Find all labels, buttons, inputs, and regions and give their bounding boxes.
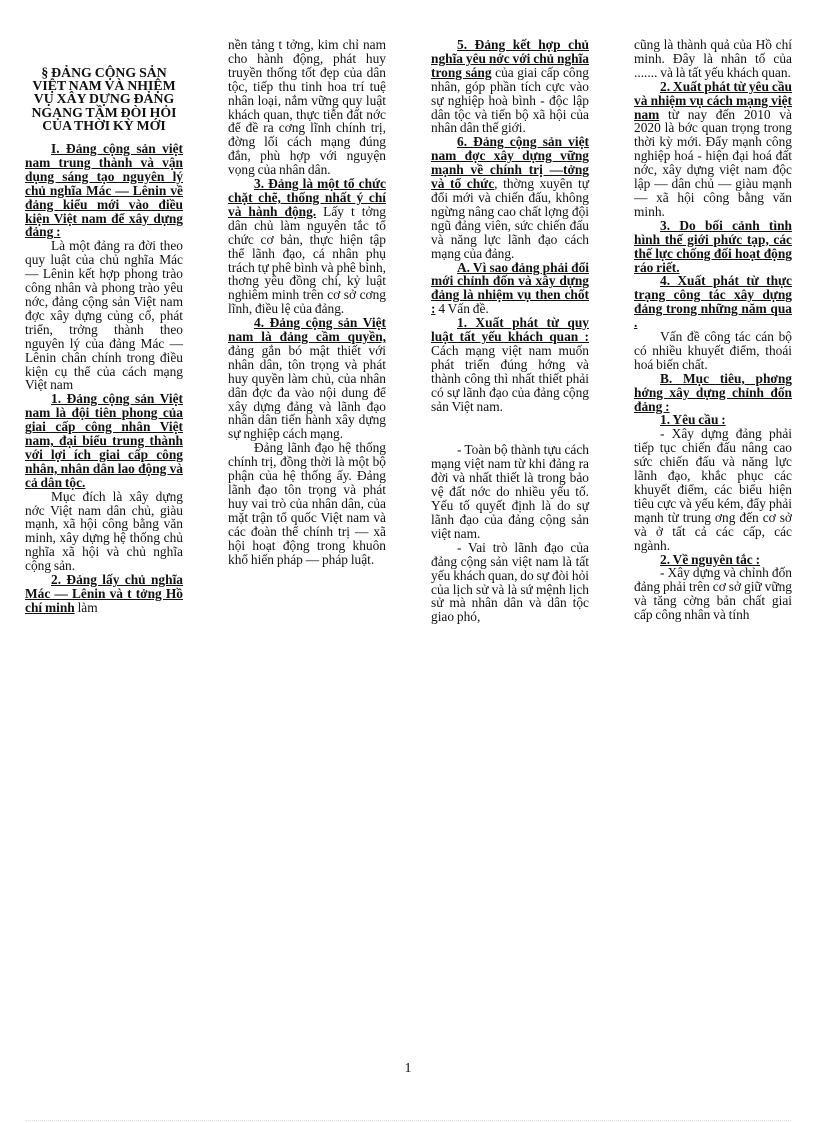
- inline-heading: 2. Đảng lấy chủ nghĩa Mác — Lênin và t tởng Hồ chí minh: [25, 572, 183, 615]
- paragraph: - Xây dựng và chỉnh đốn đảng phải trên cơ sở giữ vững và tăng cờng bản chất giai cấp công nhân và tính: [634, 565, 792, 623]
- inline-heading: 4. Đảng cộng sản Việt nam là đảng cầm quyền,: [228, 315, 386, 345]
- paragraph-with-heading: [431, 316, 589, 413]
- paragraph: - Toàn bộ thành tựu cách mạng việt nam từ khi đảng ra đời và nhất thiết là trong bảo vệ đất nớc do nhiều yếu tố. Yếu tố quyết định là do sự lãnh đạo của đảng cộng sản việt nam.: [431, 442, 589, 541]
- inline-heading: 6. Đảng cộng sản việt nam đợc xây dựng vững mạnh về chính trị —tởng và tổ chức: [431, 134, 589, 192]
- inline-heading: 2. Xuất phát từ yêu cầu và nhiệm vụ cách mạng việt nam: [634, 78, 792, 122]
- inline-heading: A. Vì sao đảng phải đổi mới chỉnh đốn và xây dựng đảng là nhiệm vụ then chốt :: [431, 259, 589, 317]
- paragraph-with-heading: [431, 135, 589, 260]
- section-heading: 1. Yêu cầu :: [660, 412, 726, 428]
- section-heading: 3. Do bối cảnh tình hình thế giới phức tạp, các thế lực chống đối hoạt động ráo riết.: [634, 217, 792, 275]
- paragraph: Vấn đề công tác cán bộ có nhiều khuyết điểm, thoái hoá biến chất.: [634, 329, 792, 372]
- paragraph-text: của giai cấp công nhân, góp phần tích cực vào sự nghiệp hoà bình - độc lập dân tộc và tiến bộ xã hội của nhân dân thế giới.: [431, 64, 589, 136]
- column-3: [431, 38, 589, 624]
- paragraph: - Vai trò lãnh đạo của đảng cộng sản việt nam là tất yếu khách quan, do sự đòi hỏi của lịch sử và là sứ mệnh lịch sử mà nhân dân và dân tộc giao phó,: [431, 539, 589, 625]
- paragraph: Đảng lãnh đạo hệ thống chính trị, đồng thời là một bộ phận của hệ thống ấy. Đảng lãnh đạo tôn trọng và phát huy vai trò của nhân dân, của mặt trận tổ quốc Việt nam và các đoàn thể chính trị — xã hội hoạt động trong khuôn khổ hiến pháp — pháp luật.: [228, 440, 386, 567]
- section-heading: I. Đảng cộng sản việt nam trung thành và vận dụng sáng tạo nguyên lý chủ nghĩa Mác — Lênin về đảng kiểu mới vào điều kiện Việt nam để xây dựng đảng :: [25, 141, 183, 240]
- paragraph: Mục đích là xây dựng nớc Việt nam dân chủ, giàu mạnh, xã hội công bằng văn minh, xây dựng hệ thống chủ nghĩa xã hội và chủ nghĩa cộng sản.: [25, 488, 183, 574]
- paragraph: - Xây dựng đảng phải tiếp tục chiến đấu nâng cao sức chiến đấu và năng lực lãnh đạo, khắc phục các khuyết điểm, các biểu hiện tiêu cực và yếu kém, đẩy phải mạnh từ trung ơng đến cơ sở và ở tất cả các cấp, các ngành.: [634, 426, 792, 553]
- paragraph-text: đảng gắn bó mật thiết với nhân dân, tôn trọng và phát huy quyền làm chủ, của nhân dân đợc đa vào nội dung để xây dựng đảng và lãnh đạo nhân dân tiến hành xây dựng sự nghiệp cách mạng.: [228, 342, 386, 442]
- paragraph-with-heading: [431, 261, 589, 317]
- column-1: [25, 38, 183, 615]
- paragraph-continued: nền tảng t tởng, kim chỉ nam cho hành động, phát huy truyền thống tốt đẹp của dân tộc, tiếp thu tinh hoa trí tuệ nhân loại, nắm vững quy luật khách quan, thực tiễn đất nớc để đề ra cơng lĩnh chính trị, đờng lối cách mạng đúng đắn, phù hợp với nguyện vọng của nhân dân.: [228, 37, 386, 178]
- paragraph-text: Lấy t tởng dân chủ làm nguyên tắc tổ chức cơ bản, thực hiện tập thể lãnh đạo, cá nhân phụ trách tự phê bình và phê bình, thơng yêu đồng chí, kỷ luật nghiêm minh trên cơ sở cơng lĩnh, điều lệ của đảng.: [228, 203, 386, 317]
- footer-divider: [25, 1120, 791, 1121]
- paragraph-text: làm: [74, 599, 98, 615]
- paragraph-with-heading: [228, 177, 386, 316]
- paragraph-text: 4 Vấn đề.: [435, 301, 489, 317]
- paragraph: Là một đảng ra đời theo quy luật của chủ nghĩa Mác — Lênin kết hợp phong trào công nhân và phong trào yêu nớc, đảng cộng sản Việt nam đợc xây dựng củng cố, phát triển, trởng thành theo nguyên lý của đảng Mác — Lênin chân chính trong điều kiện cụ thể của cách mạng Việt nam: [25, 238, 183, 393]
- column-2: [228, 38, 386, 566]
- paragraph-text: Cách mạng việt nam muốn phát triển đúng hớng và thành công thì nhất thiết phải có sự lãnh đạo của đảng cộng sản Việt nam.: [431, 342, 589, 414]
- paragraph-with-heading: [634, 80, 792, 219]
- paragraph-with-heading: [25, 573, 183, 615]
- section-heading: B. Mục tiêu, phơng hớng xây dựng chỉnh đốn đảng :: [634, 370, 792, 414]
- paragraph-spacer: [431, 413, 589, 443]
- paragraph-with-heading: [431, 38, 589, 135]
- paragraph-with-heading: [228, 316, 386, 441]
- paragraph-continued: cũng là thành quả của Hồ chí minh. Đây là nhân tố của ....... và là tất yếu khách quan.: [634, 37, 792, 80]
- inline-heading: 3. Đảng là một tổ chức chặt chẽ, thống nhất ý chí và hành động.: [228, 176, 386, 219]
- page-number: 1: [404, 1061, 412, 1076]
- section-heading: 4. Xuất phát từ thực trạng công tác xây dựng đảng trong những năm qua .: [634, 273, 792, 331]
- paragraph-text: từ nay đến 2010 và 2020 là bớc quan trọng trong thời kỳ mới. Đẩy mạnh công nghiệp hoá - hiện đại hoá đất nớc, xây dựng việt nam độc lập — dân chủ — giàu mạnh — xã hội công bằng văn minh.: [634, 106, 792, 219]
- document-title: § ĐẢNG CỘNG SẢN VIỆT NAM VÀ NHIỆM VỤ XÂY DỰNG ĐẢNG NGANG TẦM ĐÒI HỎI CỦA THỜI KỲ MỚI: [31, 65, 177, 133]
- column-4: [634, 38, 792, 622]
- section-heading: 1. Đảng cộng sản Việt nam là đội tiên phong của giai cấp công nhân Việt nam, đại biểu trung thành với lợi ích giai cấp công nhân, nhân dân lao động và cả dân tộc.: [25, 391, 183, 490]
- inline-heading: 5. Đảng kết hợp chủ nghĩa yêu nớc với chủ nghĩa trong sáng: [431, 37, 589, 80]
- inline-heading: 1. Xuất phát từ quy luật tất yếu khách quan :: [431, 315, 589, 345]
- section-heading: 2. Về nguyên tắc :: [660, 551, 761, 567]
- paragraph-text: , thờng xuyên tự đổi mới và chiến đấu, không ngừng nâng cao chất lợng đội ngũ đảng viên, sức chiến đấu và năng lực lãnh đạo cách mạng của đảng.: [431, 176, 589, 261]
